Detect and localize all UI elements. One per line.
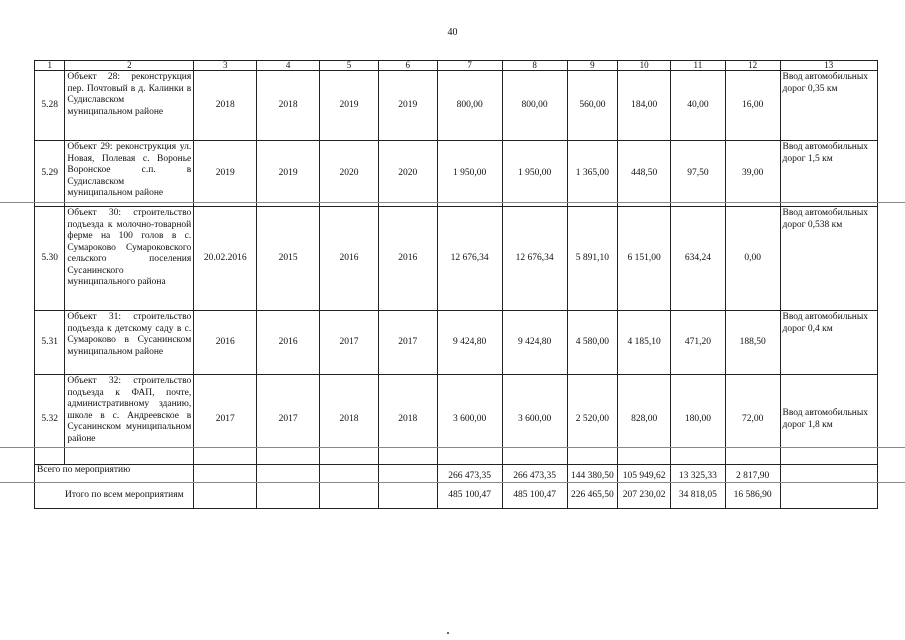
cell-col3: 2016 <box>194 311 257 375</box>
cell-col8: 1 950,00 <box>502 141 567 207</box>
object-name: Объект 30: строительство подъезда к молочно-товарной ферме на 100 голов в с. Сумароково Сумароковского сельского поселения Сусанинского муниципального района <box>65 207 194 311</box>
empty-cell <box>320 483 379 509</box>
cell-col5: 2017 <box>320 311 379 375</box>
header-cell: 12 <box>725 61 780 71</box>
cell-col7: 800,00 <box>437 71 502 141</box>
subtotal-col8: 266 473,35 <box>502 465 567 483</box>
cell-col11: 97,50 <box>671 141 726 207</box>
cell-col6: 2019 <box>378 71 437 141</box>
cell-col12: 72,00 <box>725 375 780 465</box>
total-col12: 16 586,90 <box>725 483 780 509</box>
empty-cell <box>378 483 437 509</box>
cell-col8: 12 676,34 <box>502 207 567 311</box>
total-col11: 34 818,05 <box>671 483 726 509</box>
table-row <box>35 71 878 141</box>
cell-col9: 5 891,10 <box>567 207 618 311</box>
cell-col8: 9 424,80 <box>502 311 567 375</box>
empty-cell <box>257 483 320 509</box>
cell-col8: 3 600,00 <box>502 375 567 465</box>
header-cell: 5 <box>320 61 379 71</box>
cell-col5: 2018 <box>320 375 379 465</box>
result-cell: Ввод автомобильных дорог 1,8 км <box>780 375 877 465</box>
subtotal-col9: 144 380,50 <box>567 465 618 483</box>
cell-col11: 471,20 <box>671 311 726 375</box>
cell-col10: 828,00 <box>618 375 671 465</box>
cell-col4: 2017 <box>257 375 320 465</box>
empty-cell <box>194 483 257 509</box>
cell-col12: 39,00 <box>725 141 780 207</box>
cell-col9: 1 365,00 <box>567 141 618 207</box>
cell-col11: 40,00 <box>671 71 726 141</box>
cell-col10: 4 185,10 <box>618 311 671 375</box>
cell-col11: 634,24 <box>671 207 726 311</box>
cell-col6: 2017 <box>378 311 437 375</box>
scan-dot <box>447 632 449 634</box>
subtotal-col10: 105 949,62 <box>618 465 671 483</box>
cell-col3: 20.02.2016 <box>194 207 257 311</box>
cell-col9: 2 520,00 <box>567 375 618 465</box>
cell-col10: 448,50 <box>618 141 671 207</box>
scan-line <box>0 202 905 203</box>
cell-col6: 2018 <box>378 375 437 465</box>
total-row <box>35 483 878 509</box>
cell-col5: 2019 <box>320 71 379 141</box>
header-cell: 13 <box>780 61 877 71</box>
total-col7: 485 100,47 <box>437 483 502 509</box>
cell-col10: 184,00 <box>618 71 671 141</box>
cell-col3: 2019 <box>194 141 257 207</box>
cell-col7: 12 676,34 <box>437 207 502 311</box>
header-cell: 8 <box>502 61 567 71</box>
cell-col3: 2018 <box>194 71 257 141</box>
subtotal-label: Всего по мероприятию <box>35 465 194 483</box>
cell-col7: 1 950,00 <box>437 141 502 207</box>
row-number: 5.30 <box>35 207 65 311</box>
cell-col10: 6 151,00 <box>618 207 671 311</box>
cell-col4: 2015 <box>257 207 320 311</box>
total-label: Итого по всем мероприятиям <box>35 483 194 509</box>
cell-col6: 2016 <box>378 207 437 311</box>
row-number: 5.32 <box>35 375 65 465</box>
row-number: 5.28 <box>35 71 65 141</box>
table-row <box>35 141 878 207</box>
cell-col4: 2018 <box>257 71 320 141</box>
scan-line <box>0 482 905 483</box>
cell-col5: 2020 <box>320 141 379 207</box>
cell-col7: 3 600,00 <box>437 375 502 465</box>
row-number: 5.29 <box>35 141 65 207</box>
subtotal-row <box>35 465 878 483</box>
cell-col12: 0,00 <box>725 207 780 311</box>
cell-col8: 800,00 <box>502 71 567 141</box>
header-cell: 11 <box>671 61 726 71</box>
page-number: 40 <box>447 27 458 38</box>
header-cell: 9 <box>567 61 618 71</box>
empty-cell <box>780 483 877 509</box>
header-cell: 6 <box>378 61 437 71</box>
object-name: Объект 28: реконструкция пер. Почтовый в д. Калинки в Судиславском муниципальном районе <box>65 71 194 141</box>
table-row <box>35 207 878 311</box>
empty-cell <box>378 465 437 483</box>
subtotal-col11: 13 325,33 <box>671 465 726 483</box>
header-cell: 3 <box>194 61 257 71</box>
cell-col6: 2020 <box>378 141 437 207</box>
empty-cell <box>780 465 877 483</box>
empty-cell <box>257 465 320 483</box>
subtotal-col12: 2 817,90 <box>725 465 780 483</box>
cell-col4: 2019 <box>257 141 320 207</box>
object-name: Объект 29: реконструкция ул. Новая, Полевая с. Воронье Воронское с.п. в Судиславском муниципальном районе <box>65 141 194 207</box>
empty-cell <box>194 465 257 483</box>
header-cell: 4 <box>257 61 320 71</box>
header-cell: 10 <box>618 61 671 71</box>
result-cell: Ввод автомобильных дорог 0,4 км <box>780 311 877 375</box>
subtotal-col7: 266 473,35 <box>437 465 502 483</box>
header-cell: 2 <box>65 61 194 71</box>
total-col9: 226 465,50 <box>567 483 618 509</box>
table-row <box>35 311 878 375</box>
cell-col9: 560,00 <box>567 71 618 141</box>
header-cell: 7 <box>437 61 502 71</box>
cell-col7: 9 424,80 <box>437 311 502 375</box>
measures-table <box>34 60 878 509</box>
empty-cell <box>320 465 379 483</box>
object-name: Объект 31: строительство подъезда к детскому саду в с. Сумароково в Сусанинском муниципальном районе <box>65 311 194 375</box>
cell-col4: 2016 <box>257 311 320 375</box>
cell-col9: 4 580,00 <box>567 311 618 375</box>
cell-col12: 188,50 <box>725 311 780 375</box>
cell-col5: 2016 <box>320 207 379 311</box>
cell-col3: 2017 <box>194 375 257 465</box>
result-cell: Ввод автомобильных дорог 1,5 км <box>780 141 877 207</box>
total-col8: 485 100,47 <box>502 483 567 509</box>
result-cell: Ввод автомобильных дорог 0,35 км <box>780 71 877 141</box>
total-col10: 207 230,02 <box>618 483 671 509</box>
cell-col11: 180,00 <box>671 375 726 465</box>
result-cell: Ввод автомобильных дорог 0,538 км <box>780 207 877 311</box>
header-row <box>35 61 878 71</box>
scan-line <box>0 447 905 448</box>
row-number: 5.31 <box>35 311 65 375</box>
table-row <box>35 375 878 465</box>
cell-col12: 16,00 <box>725 71 780 141</box>
header-cell: 1 <box>35 61 65 71</box>
object-name: Объект 32: строительство подъезда к ФАП, почте, административному зданию, школе в с. Андреевское в Сусанинском муниципальном районе <box>65 375 194 465</box>
